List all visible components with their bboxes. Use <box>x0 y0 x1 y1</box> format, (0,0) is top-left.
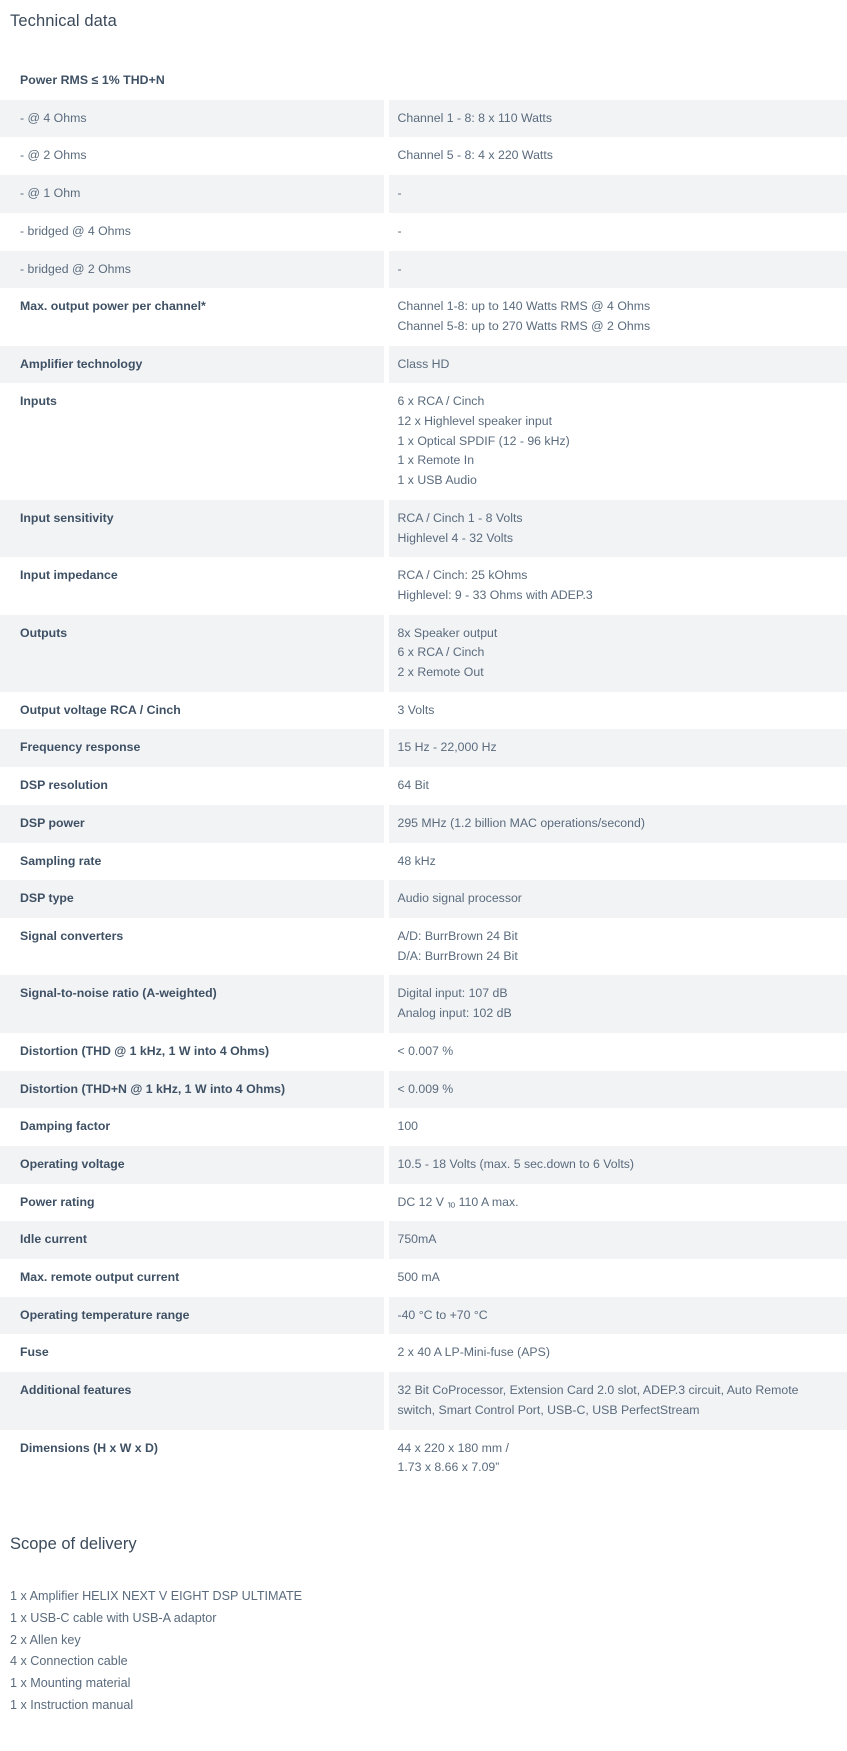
table-row-value-line: DC 12 V ⏨ 110 A max. <box>397 1194 519 1209</box>
bottom-spacer <box>0 1717 847 1751</box>
table-row-value <box>386 1146 847 1184</box>
table-row-value-line: 32 Bit CoProcessor, Extension Card 2.0 slot, ADEP.3 circuit, Auto Remote switch, Smart Control Port, USB-C, USB PerfectStream <box>397 1383 799 1417</box>
table-row-value-line: Highlevel: 9 - 33 Ohms with ADEP.3 <box>397 587 593 602</box>
table-row <box>0 1184 847 1222</box>
table-row-value <box>386 288 847 345</box>
table-row-value-line: Audio signal processor <box>397 891 522 906</box>
table-row-value-line: A/D: BurrBrown 24 Bit <box>397 928 518 943</box>
table-row <box>0 175 847 213</box>
table-row-value <box>386 843 847 881</box>
table-row-value-line: 64 Bit <box>397 778 429 793</box>
table-row-label: Input sensitivity <box>0 500 386 557</box>
table-row <box>0 975 847 1032</box>
scope-of-delivery-title: Scope of delivery <box>10 1534 137 1553</box>
table-row-value <box>386 1259 847 1297</box>
table-row-label: - bridged @ 4 Ohms <box>0 213 386 251</box>
table-row-value-line: 12 x Highlevel speaker input <box>397 414 552 429</box>
table-row-value-line: 2 x Remote Out <box>397 665 484 680</box>
table-row <box>0 100 847 138</box>
table-row-value-line: 1.73 x 8.66 x 7.09” <box>397 1460 500 1475</box>
table-row-label: Inputs <box>0 383 386 500</box>
table-row-value <box>386 557 847 614</box>
table-row-value-line: -40 °C to +70 °C <box>397 1307 488 1322</box>
table-row-value-line: 295 MHz (1.2 billion MAC operations/second) <box>397 815 645 830</box>
table-row <box>0 1372 847 1429</box>
table-row-value <box>386 346 847 384</box>
table-row <box>0 729 847 767</box>
table-row-value-line: Channel 5-8: up to 270 Watts RMS @ 2 Ohms <box>397 318 651 333</box>
table-row-value <box>386 383 847 500</box>
table-row-value <box>386 500 847 557</box>
table-row-label: Damping factor <box>0 1108 386 1146</box>
table-row-value-line: RCA / Cinch: 25 kOhms <box>397 568 528 583</box>
table-row-value <box>386 615 847 692</box>
table-row-value-line: D/A: BurrBrown 24 Bit <box>397 948 518 963</box>
table-row <box>0 843 847 881</box>
table-row <box>0 1259 847 1297</box>
table-row-value-line: RCA / Cinch 1 - 8 Volts <box>397 510 523 525</box>
page-title: Technical data <box>10 12 117 30</box>
table-row-label: DSP resolution <box>0 767 386 805</box>
table-row-value <box>386 1372 847 1429</box>
table-row-value <box>386 805 847 843</box>
table-row <box>0 137 847 175</box>
table-row-value-line: < 0.009 % <box>397 1081 454 1096</box>
table-row-value-line: Highlevel 4 - 32 Volts <box>397 530 514 545</box>
table-row-value-line: 1 x Optical SPDIF (12 - 96 kHz) <box>397 433 570 448</box>
table-row-label: Signal converters <box>0 918 386 975</box>
scope-of-delivery-section <box>0 1535 847 1717</box>
table-row-label: - bridged @ 2 Ohms <box>0 251 386 289</box>
table-row-label: - @ 4 Ohms <box>0 100 386 138</box>
table-row <box>0 251 847 289</box>
list-item: 1 x Amplifier HELIX NEXT V EIGHT DSP ULTIMATE <box>10 1588 303 1603</box>
table-row-label: Dimensions (H x W x D) <box>0 1430 386 1487</box>
table-row-value <box>386 1184 847 1222</box>
table-row-label: Operating voltage <box>0 1146 386 1184</box>
table-row-value <box>386 1108 847 1146</box>
table-row-label: Idle current <box>0 1221 386 1259</box>
list-item: 2 x Allen key <box>10 1632 81 1647</box>
table-row-value-line: 8x Speaker output <box>397 625 498 640</box>
table-row-value <box>386 692 847 730</box>
table-row-value-line: - <box>397 223 402 238</box>
table-row-label: Fuse <box>0 1334 386 1372</box>
table-row <box>0 1221 847 1259</box>
table-row-label: Frequency response <box>0 729 386 767</box>
table-row <box>0 1297 847 1335</box>
table-row <box>0 1146 847 1184</box>
table-row-value <box>386 975 847 1032</box>
table-row-value <box>386 137 847 175</box>
table-row <box>0 692 847 730</box>
table-row-value <box>386 1033 847 1071</box>
table-row <box>0 557 847 614</box>
table-row-value-line: - <box>397 261 402 276</box>
table-row-value <box>386 100 847 138</box>
table-row-value-line: 1 x Remote In <box>397 453 475 468</box>
table-row-value <box>386 767 847 805</box>
table-row-label: Amplifier technology <box>0 346 386 384</box>
table-row-label: DSP type <box>0 880 386 918</box>
table-row <box>0 1071 847 1109</box>
table-row-value-line: 500 mA <box>397 1270 440 1285</box>
table-row <box>0 500 847 557</box>
table-row <box>0 288 847 345</box>
table-row-value <box>386 1071 847 1109</box>
table-row-value <box>386 175 847 213</box>
scope-of-delivery-list <box>10 1586 847 1717</box>
list-item: 1 x Instruction manual <box>10 1697 134 1712</box>
table-row <box>0 880 847 918</box>
table-row-label: - @ 1 Ohm <box>0 175 386 213</box>
table-row-value-line: 10.5 - 18 Volts (max. 5 sec.down to 6 Volts) <box>397 1156 634 1171</box>
table-row-label: Sampling rate <box>0 843 386 881</box>
table-row-value-line: Analog input: 102 dB <box>397 1006 512 1021</box>
table-row-label: DSP power <box>0 805 386 843</box>
table-row-value-line: Class HD <box>397 356 450 371</box>
table-row-value-line: 48 kHz <box>397 853 436 868</box>
table-row <box>0 805 847 843</box>
table-row <box>0 346 847 384</box>
technical-data-table <box>0 61 847 1487</box>
table-row <box>0 383 847 500</box>
table-row-value <box>386 1334 847 1372</box>
list-item: 4 x Connection cable <box>10 1654 128 1669</box>
table-row-value-line: 44 x 220 x 180 mm / <box>397 1440 509 1455</box>
table-row-value <box>386 251 847 289</box>
table-row-value-line: 3 Volts <box>397 702 435 717</box>
table-row-label: Additional features <box>0 1372 386 1429</box>
table-row-label: Input impedance <box>0 557 386 614</box>
table-row-value-line: Digital input: 107 dB <box>397 986 508 1001</box>
table-row-value-line: < 0.007 % <box>397 1043 454 1058</box>
table-row <box>0 918 847 975</box>
table-row-label: Max. output power per channel* <box>0 288 386 345</box>
table-row-value-line: Channel 5 - 8: 4 x 220 Watts <box>397 148 553 163</box>
table-row <box>0 615 847 692</box>
table-row <box>0 1334 847 1372</box>
list-item: 1 x USB-C cable with USB-A adaptor <box>10 1610 217 1625</box>
table-row-value-line: Channel 1-8: up to 140 Watts RMS @ 4 Ohms <box>397 299 651 314</box>
table-row <box>0 767 847 805</box>
table-row-label: Power rating <box>0 1184 386 1222</box>
table-row-value-line: - <box>397 186 402 201</box>
table-row-label: Outputs <box>0 615 386 692</box>
table-row-value-line: 6 x RCA / Cinch <box>397 394 485 409</box>
table-row-value <box>386 918 847 975</box>
table-row-value <box>386 880 847 918</box>
technical-data-table-body <box>0 61 847 1487</box>
table-row-value <box>386 213 847 251</box>
table-row-value-line: Channel 1 - 8: 8 x 110 Watts <box>397 110 552 125</box>
table-row-value <box>386 1221 847 1259</box>
table-row-value-line: 15 Hz - 22,000 Hz <box>397 740 497 755</box>
table-row-value-line: 2 x 40 A LP-Mini-fuse (APS) <box>397 1345 550 1360</box>
table-row-value <box>386 1297 847 1335</box>
table-row-value <box>386 1430 847 1487</box>
table-row-label: Signal-to-noise ratio (A-weighted) <box>0 975 386 1032</box>
table-row-value-line: 6 x RCA / Cinch <box>397 645 485 660</box>
table-row-value-line: 100 <box>397 1119 419 1134</box>
table-group-heading: Power RMS ≤ 1% THD+N <box>0 61 847 100</box>
table-group-heading-row <box>0 61 847 100</box>
list-item: 1 x Mounting material <box>10 1676 131 1691</box>
table-row <box>0 213 847 251</box>
table-row-label: Operating temperature range <box>0 1297 386 1335</box>
table-row-label: Distortion (THD @ 1 kHz, 1 W into 4 Ohms) <box>0 1033 386 1071</box>
table-row-value <box>386 729 847 767</box>
table-row-label: Output voltage RCA / Cinch <box>0 692 386 730</box>
table-row-value-line: 1 x USB Audio <box>397 473 477 488</box>
table-row-label: - @ 2 Ohms <box>0 137 386 175</box>
table-row <box>0 1430 847 1487</box>
table-row <box>0 1108 847 1146</box>
table-row-label: Max. remote output current <box>0 1259 386 1297</box>
table-row-value-line: 750mA <box>397 1232 437 1247</box>
table-row <box>0 1033 847 1071</box>
table-row-label: Distortion (THD+N @ 1 kHz, 1 W into 4 Ohms) <box>0 1071 386 1109</box>
